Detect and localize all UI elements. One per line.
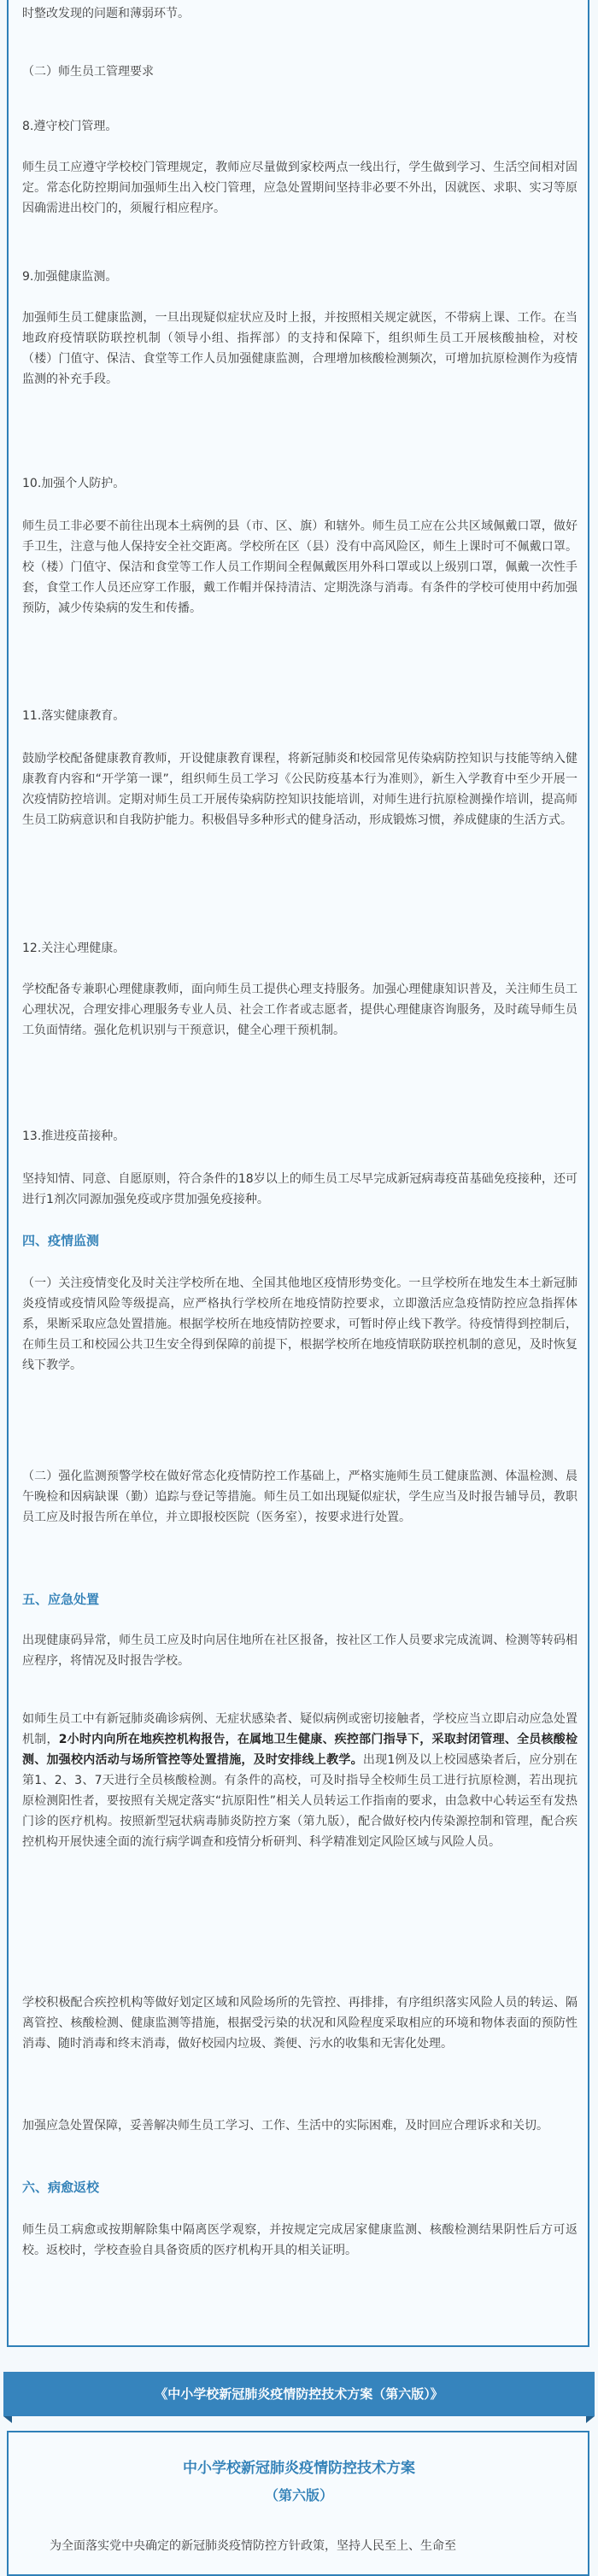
case-response-text-cont: 出现1例及以上校园感染者后，应分别在第1、2、3、7天进行全员核酸检测。有条件的高校，可及时指导全校师生员工进行抗原检测，若出现抗原检测阳性者，要按照有关规定落实“抗原阳性”相关人员转运工作指南的要求，由急救中心转运至有发热门诊的医疗机构。按照新型冠状病毒肺炎防控方案（第九版），配合做好校内传染源控制和管理，配合疾控机构开展快速全面的流行病学调查和疫情分析研判、科学精准划定风险区域与风险人员。: [22, 1753, 578, 1849]
subheading-staff-requirements: （二）师生员工管理要求: [22, 65, 154, 79]
paragraph-early-warning: （二）强化监测预警学校在做好常态化疫情防控工作基础上，严格实施师生员工健康监测、体温检测、晨午晚检和因病缺课（勤）追踪与登记等措施。师生员工如出现疑似症状，学生应当及时报告辅导员，教职员工应及时报告所在单位，并立即报校医院（医务室），按要求进行处置。: [22, 1470, 577, 1524]
document-edition: （第六版）: [264, 2487, 333, 2503]
paragraph-risk-area-control: 学校积极配合疾控机构等做好划定区域和风险场所的先管控、再排排，有序组织落实风险人员的转运、隔离管控、核酸检测、健康监测等措施，根据受污染的状况和风险程度采取相应的环境和物体表面的预防性消毒、随时消毒和终末消毒，做好校园内垃圾、粪便、污水的收集和无害化处理。: [22, 1996, 577, 2051]
paragraph-return-to-school: 师生员工病愈或按期解除集中隔离医学观察，并按规定完成居家健康监测、核酸检测结果阴性后方可返校。返校时，学校查验自具备资质的医疗机构开具的相关证明。: [22, 2223, 577, 2257]
subheading-health-monitoring: 9.加强健康监测。: [22, 270, 118, 284]
paragraph-monitor-changes: （一）关注疫情变化及时关注学校所在地、全国其他地区疫情形势变化。一旦学校所在地发生本土新冠肺炎疫情或疫情风险等级提高，应严格执行学校所在地疫情防控要求，立即激活应急疫情防控应急指挥体系，果断采取应急处置措施。根据学校所在地疫情防控要求，可暂时停止线下教学。待疫情得到控制后，在师生员工和校园公共卫生安全得到保障的前提下，根据学校所在地疫情联防联控机制的意见，及时恢复线下教学。: [22, 1276, 577, 1372]
paragraph-health-monitoring: 加强师生员工健康监测，一旦出现疑似症状应及时上报，并按照相关规定就医，不带病上课、工作。在当地政府疫情联防联控机制（领导小组、指挥部）的支持和保障下，组织师生员工开展核酸抽检，对校（楼）门值守、保洁、食堂等工作人员加强健康监测，合理增加核酸检测频次，可增加抗原检测作为疫情监测的补充手段。: [22, 311, 577, 386]
document-title: 中小学校新冠肺炎疫情防控技术方案: [183, 2460, 415, 2477]
paragraph-intro-tail: 时整改发现的问题和薄弱环节。: [22, 7, 190, 21]
paragraph-mental-health: 学校配备专兼职心理健康教师，面向师生员工提供心理支持服务。加强心理健康知识普及，关注师生员工心理状况，合理安排心理服务专业人员、社会工作者或志愿者，提供心理健康咨询服务，及时疏导师生员工负面情绪。强化危机识别与干预意识，健全心理干预机制。: [22, 983, 577, 1037]
subheading-personal-protection: 10.加强个人防护。: [22, 477, 126, 490]
case-response-text: 如师生员工中有新冠肺炎确诊病例、无症状感染者、疑似病例或密切接触者，学校应当立即启动应急处置机制，: [22, 1712, 577, 1746]
paragraph-vaccination: 坚持知情、同意、自愿原则，符合条件的18岁以上的师生员工尽早完成新冠病毒疫苗基础免疫接种，还可进行1剂次同源加强免疫或序贯加强免疫接种。: [22, 1172, 577, 1206]
subheading-vaccination: 13.推进疫苗接种。: [22, 1130, 126, 1143]
paragraph-health-code: 出现健康码异常，师生员工应及时向居住地所在社区报备，按社区工作人员要求完成流调、检测等转码相应程序，将情况及时报告学校。: [22, 1634, 577, 1668]
section-title-return-to-school: 六、病愈返校: [22, 2180, 100, 2195]
paragraph-personal-protection: 师生员工非必要不前往出现本土病例的县（市、区、旗）和辖外。师生员工应在公共区域佩戴口罩，做好手卫生，注意与他人保持安全社交距离。学校所在区（县）没有中高风险区，师生上课时可不佩戴口罩。校（楼）门值守、保洁和食堂等工作人员工作期间全程佩戴医用外科口罩或以上级别口罩，佩戴一次性手套，食堂工作人员还应穿工作服，戴工作帽并保持清洁、定期洗涤与消毒。有条件的学校可使用中药加强预防，减少传染病的发生和传播。: [22, 519, 577, 615]
section-title-emergency-response: 五、应急处置: [22, 1592, 100, 1607]
document-banner: 《中小学校新冠肺炎疫情防控技术方案（第六版）》: [3, 2372, 595, 2416]
case-response-emphasis: 2小时内向所在地疾控机构报告，在属地卫生健康、疾控部门指导下，采取封闭管理、全员核酸检测、加强校内活动与场所管控等处置措施，及时安排线上教学。: [22, 1733, 577, 1767]
document-intro: 为全面落实党中央确定的新冠肺炎疫情防控方针政策，坚持人民至上、生命至: [50, 2539, 456, 2553]
section-title-epidemic-monitoring: 四、疫情监测: [22, 1233, 100, 1248]
subheading-gate-management: 8.遵守校门管理。: [22, 120, 118, 133]
paragraph-gate-management: 师生员工应遵守学校校门管理规定，教师应尽量做到家校两点一线出行，学生做到学习、生活空间相对固定。常态化防控期间加强师生出入校门管理，应急处置期间坚持非必要不外出，因就医、求职、实习等原因确需进出校门的，须履行相应程序。: [22, 161, 577, 215]
paragraph-health-education: 鼓励学校配备健康教育教师，开设健康教育课程，将新冠肺炎和校园常见传染病防控知识与技能等纳入健康教育内容和“开学第一课”，组织师生员工学习《公民防疫基本行为准则》，新生入学教育中至少开展一次疫情防控培训。定期对师生员工开展传染病防控知识技能培训，对师生进行抗原检测操作培训，提高师生员工防病意识和自我防护能力。积极倡导多种形式的健身活动，形成锻炼习惯，养成健康的生活方式。: [22, 752, 577, 827]
subheading-mental-health: 12.关注心理健康。: [22, 942, 126, 955]
paragraph-support-guarantee: 加强应急处置保障，妥善解决师生员工学习、工作、生活中的实际困难，及时回应合理诉求和关切。: [22, 2119, 548, 2133]
paragraph-confirmed-case-response: [22, 1709, 577, 1852]
subheading-health-education: 11.落实健康教育。: [22, 709, 126, 723]
